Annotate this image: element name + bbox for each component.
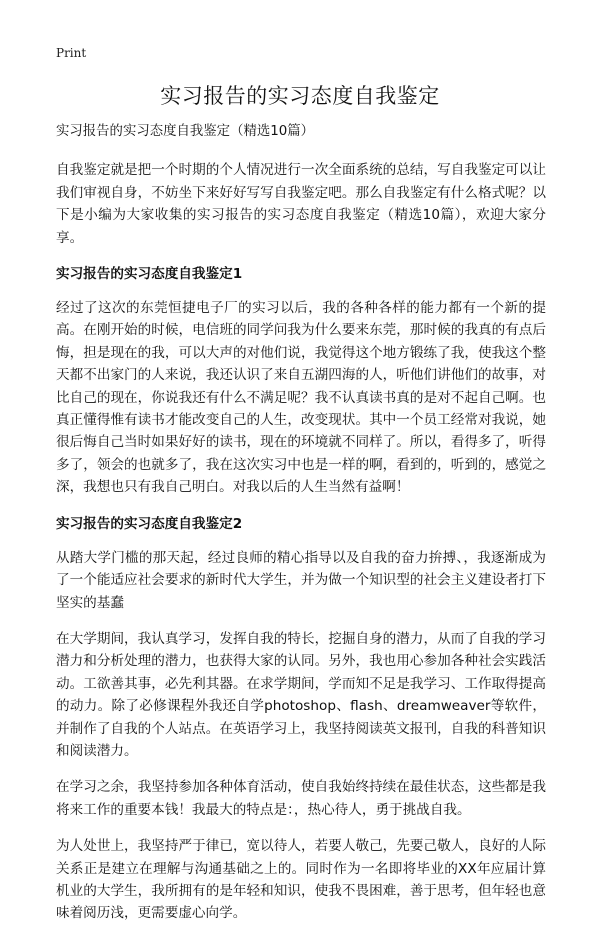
section2-paragraph-2: 在大学期间，我认真学习，发挥自我的特长，挖掘自身的潜力，从而了自我的学习潜力和分析处理的潜力，也获得大家的认同。另外，我也用心参加各种社会实践活动。工欲善其事，必先利其器。在求学期间，学而知不足是我学习、工作取得提高的动力。除了必修课程外我还自学photoshop、flash、dreamweaver等软件，并制作了自我的个人站点。在英语学习上，我坚持阅读英文报刊，自我的科普知识和阅读潜力。 (56, 630, 546, 759)
section2-paragraph-4: 为人处世上，我坚持严于律已，宽以待人，若要人敬己，先要己敬人，良好的人际关系正是建立在理解与沟通基础之上的。同时作为一名即将毕业的XX年应届计算机业的大学生，我所拥有的是年轻和知识，使我不畏困难，善于思考，但年轻也意味着阅历浅，更需要虚心向学。 (56, 838, 546, 922)
section1-paragraph-1: 经过了这次的东莞恒捷电子厂的实习以后，我的各种各样的能力都有一个新的提高。在刚开始的时候，电信班的同学问我为什么要来东莞，那时候的我真的有点后悔，担是现在的我，可以大声的对他们说，我觉得这个地方锻练了我，使我这个整天都不出家门的人来说，我还认识了来自五湖四海的人，听他们讲他们的故事，对比自己的现在，你说我还有什么不满足呢？我不认真读书真的是对不起自己啊。也真正懂得惟有读书才能改变自己的人生，改变现状。其中一个员工经常对我说，她很后悔自己当时如果好好的读书，现在的环境就不同样了。所以，看得多了，听得多了，领会的也就多了，我在这次实习中也是一样的啊，看到的，听到的，感觉之深，我想也只有我自己明白。对我以后的人生当然有益啊！ (56, 300, 546, 496)
article-subtitle: 实习报告的实习态度自我鉴定（精选10篇） (56, 124, 315, 139)
intro-paragraph: 自我鉴定就是把一个时期的个人情况进行一次全面系统的总结，写自我鉴定可以让我们审视自身，不妨坐下来好好写写自我鉴定吧。那么自我鉴定有什么格式呢？以下是小编为大家收集的实习报告的实习态度自我鉴定（精选10篇），欢迎大家分享。 (56, 162, 546, 246)
section2-paragraph-1: 从踏大学门槛的那天起，经过良师的精心指导以及自我的奋力拚搏、，我逐渐成为了一个能适应社会要求的新时代大学生，并为做一个知识型的社会主义建设者打下坚实的基蠢 (56, 549, 546, 611)
article-body (56, 121, 546, 939)
section2-paragraph-3: 在学习之余，我坚持参加各种体育活动，使自我始终持续在最佳状态，这些都是我将来工作的重要本钱！我最大的特点是：，热心待人，勇于挑战自我。 (56, 779, 546, 818)
print-link[interactable]: Print (56, 46, 87, 60)
page-title: 实习报告的实习态度自我鉴定 (160, 84, 440, 108)
section-heading-2: 实习报告的实习态度自我鉴定2 (56, 515, 243, 532)
section-heading-1: 实习报告的实习态度自我鉴定1 (56, 266, 243, 283)
